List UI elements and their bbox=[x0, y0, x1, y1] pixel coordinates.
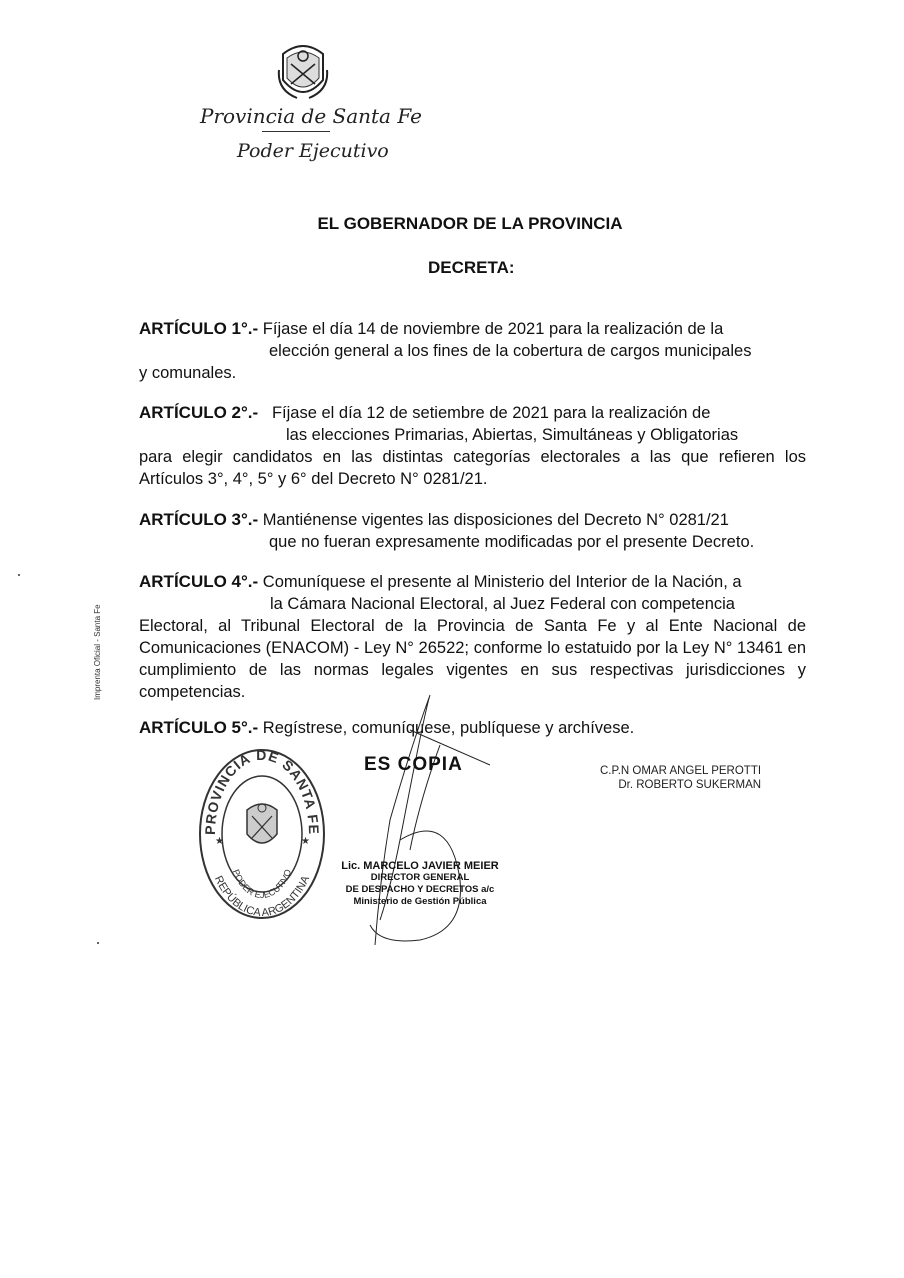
scan-mark bbox=[97, 942, 99, 944]
seal-middle-text: PODER EJECUTIVO bbox=[230, 867, 294, 901]
article-text: Regístrese, comuníquese, publíquese y archívese. bbox=[262, 719, 635, 737]
article-1 bbox=[139, 318, 806, 384]
signatories bbox=[600, 764, 761, 792]
decreta-heading: DECRETA: bbox=[428, 258, 515, 277]
article-4 bbox=[139, 571, 806, 703]
letterhead-province: Provincia de Santa Fe bbox=[200, 104, 422, 128]
copy-stamp-title: ES COPIA bbox=[364, 754, 463, 775]
svg-text:★: ★ bbox=[301, 836, 310, 847]
article-text: Comuníquese el presente al Ministerio del Interior de la Nación, a bbox=[262, 573, 742, 591]
article-text: la Cámara Nacional Electoral, al Juez Federal con competencia bbox=[270, 595, 735, 613]
svg-text:PODER EJECUTIVO bbox=[231, 868, 294, 900]
article-text: Mantiénense vigentes las disposiciones del Decreto N° 0281/21 bbox=[262, 511, 729, 529]
stamp-role: DIRECTOR GENERAL bbox=[370, 872, 470, 883]
seal-bottom-text: REPÚBLICA ARGENTINA bbox=[211, 874, 313, 920]
scan-mark bbox=[18, 574, 20, 576]
stamp-role: DE DESPACHO Y DECRETOS a/c bbox=[345, 884, 495, 895]
article-3 bbox=[139, 509, 806, 553]
article-text: las elecciones Primarias, Abiertas, Simultáneas y Obligatorias bbox=[286, 426, 739, 444]
article-text: elección general a los fines de la cobertura de cargos municipales bbox=[269, 342, 752, 360]
copy-stamp bbox=[340, 860, 500, 908]
article-label: ARTÍCULO 3°.- bbox=[139, 510, 259, 529]
article-label: ARTÍCULO 4°.- bbox=[139, 572, 259, 591]
minister-name: Dr. ROBERTO SUKERMAN bbox=[618, 779, 762, 791]
article-label: ARTÍCULO 2°.- bbox=[139, 403, 259, 422]
governor-name: C.P.N OMAR ANGEL PEROTTI bbox=[600, 765, 762, 777]
article-text: y comunales. bbox=[139, 364, 237, 382]
article-text: que no fueran expresamente modificadas por el presente Decreto. bbox=[269, 533, 755, 551]
article-text: Electoral, al Tribunal Electoral de la Provincia de Santa Fe y al Ente Nacional de Comunicaciones (ENACOM) - Ley N° 26522; conforme lo estatuido por la Ley N° 13461 en cumplimiento de las normas legales vigentes en sus respectivas jurisdicciones y competencias. bbox=[139, 617, 806, 701]
article-text: para elegir candidatos en las distintas categorías electorales a las que refieren los Artículos 3°, 4°, 5° y 6° del Decreto N° 0281/21. bbox=[139, 448, 806, 488]
article-text: Fíjase el día 12 de setiembre de 2021 para la realización de bbox=[271, 404, 711, 422]
stamp-name: Lic. MARCELO JAVIER MEIER bbox=[341, 860, 499, 872]
decree-heading: EL GOBERNADOR DE LA PROVINCIA bbox=[317, 214, 623, 233]
svg-text:★: ★ bbox=[215, 836, 224, 847]
provincial-coat-of-arms-icon bbox=[277, 40, 329, 102]
handwritten-signature-icon bbox=[340, 690, 510, 960]
article-label: ARTÍCULO 1°.- bbox=[139, 319, 259, 338]
stamp-ministry: Ministerio de Gestión Pública bbox=[353, 896, 487, 907]
letterhead-divider bbox=[262, 131, 330, 132]
letterhead-branch: Poder Ejecutivo bbox=[237, 140, 389, 162]
article-2 bbox=[139, 402, 806, 490]
seal-top-text: PROVINCIA DE SANTA FE bbox=[201, 748, 323, 836]
printer-note: Imprenta Oficial - Santa Fe bbox=[93, 604, 102, 700]
article-text: Fíjase el día 14 de noviembre de 2021 para la realización de la bbox=[262, 320, 724, 338]
article-label: ARTÍCULO 5°.- bbox=[139, 718, 259, 737]
official-seal-icon bbox=[197, 748, 327, 920]
